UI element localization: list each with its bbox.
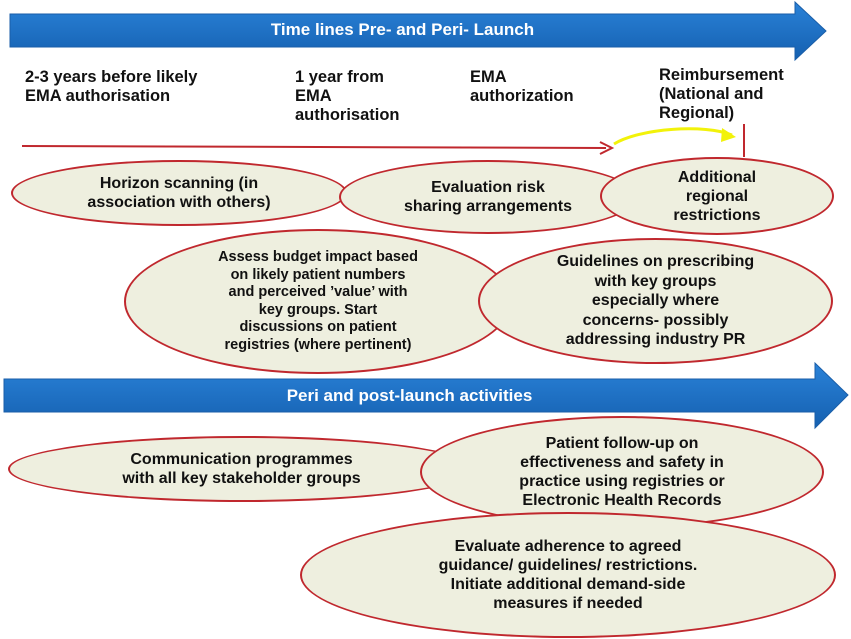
oval-prescribing-guidelines: Guidelines on prescribing with key groups especially where concerns- possibly addressing industry PR xyxy=(478,238,833,364)
oval-communication-programmes: Communication programmes with all key stakeholder groups xyxy=(8,436,475,502)
oval-budget-impact: Assess budget impact based on likely patient numbers and perceived ’value’ with key groups. Start discussions on patient registries (where pertinent) xyxy=(124,229,512,374)
oval-evaluation-risk-sharing: Evaluation risk sharing arrangements xyxy=(339,160,637,234)
curved-arrow-head xyxy=(721,128,736,142)
label-1-year: 1 year from EMA authorisation xyxy=(295,68,400,124)
label-ema-authorization: EMA authorization xyxy=(470,68,574,105)
oval-horizon-scanning: Horizon scanning (in association with others) xyxy=(11,160,347,226)
oval-regional-restrictions: Additional regional restrictions xyxy=(600,157,834,235)
label-reimbursement: Reimbursement (National and Regional) xyxy=(659,66,784,122)
label-2-3-years: 2-3 years before likely EMA authorisation xyxy=(25,68,198,105)
oval-evaluate-adherence: Evaluate adherence to agreed guidance/ guidelines/ restrictions. Initiate additional demand-side measures if needed xyxy=(300,512,836,638)
curved-arrow xyxy=(614,129,732,144)
timeline-arrow-line xyxy=(22,146,606,148)
oval-patient-follow-up: Patient follow-up on effectiveness and safety in practice using registries or Electronic Health Records xyxy=(420,416,824,528)
middle-banner-title: Peri and post-launch activities xyxy=(286,386,533,405)
top-banner-title: Time lines Pre- and Peri- Launch xyxy=(270,20,535,39)
